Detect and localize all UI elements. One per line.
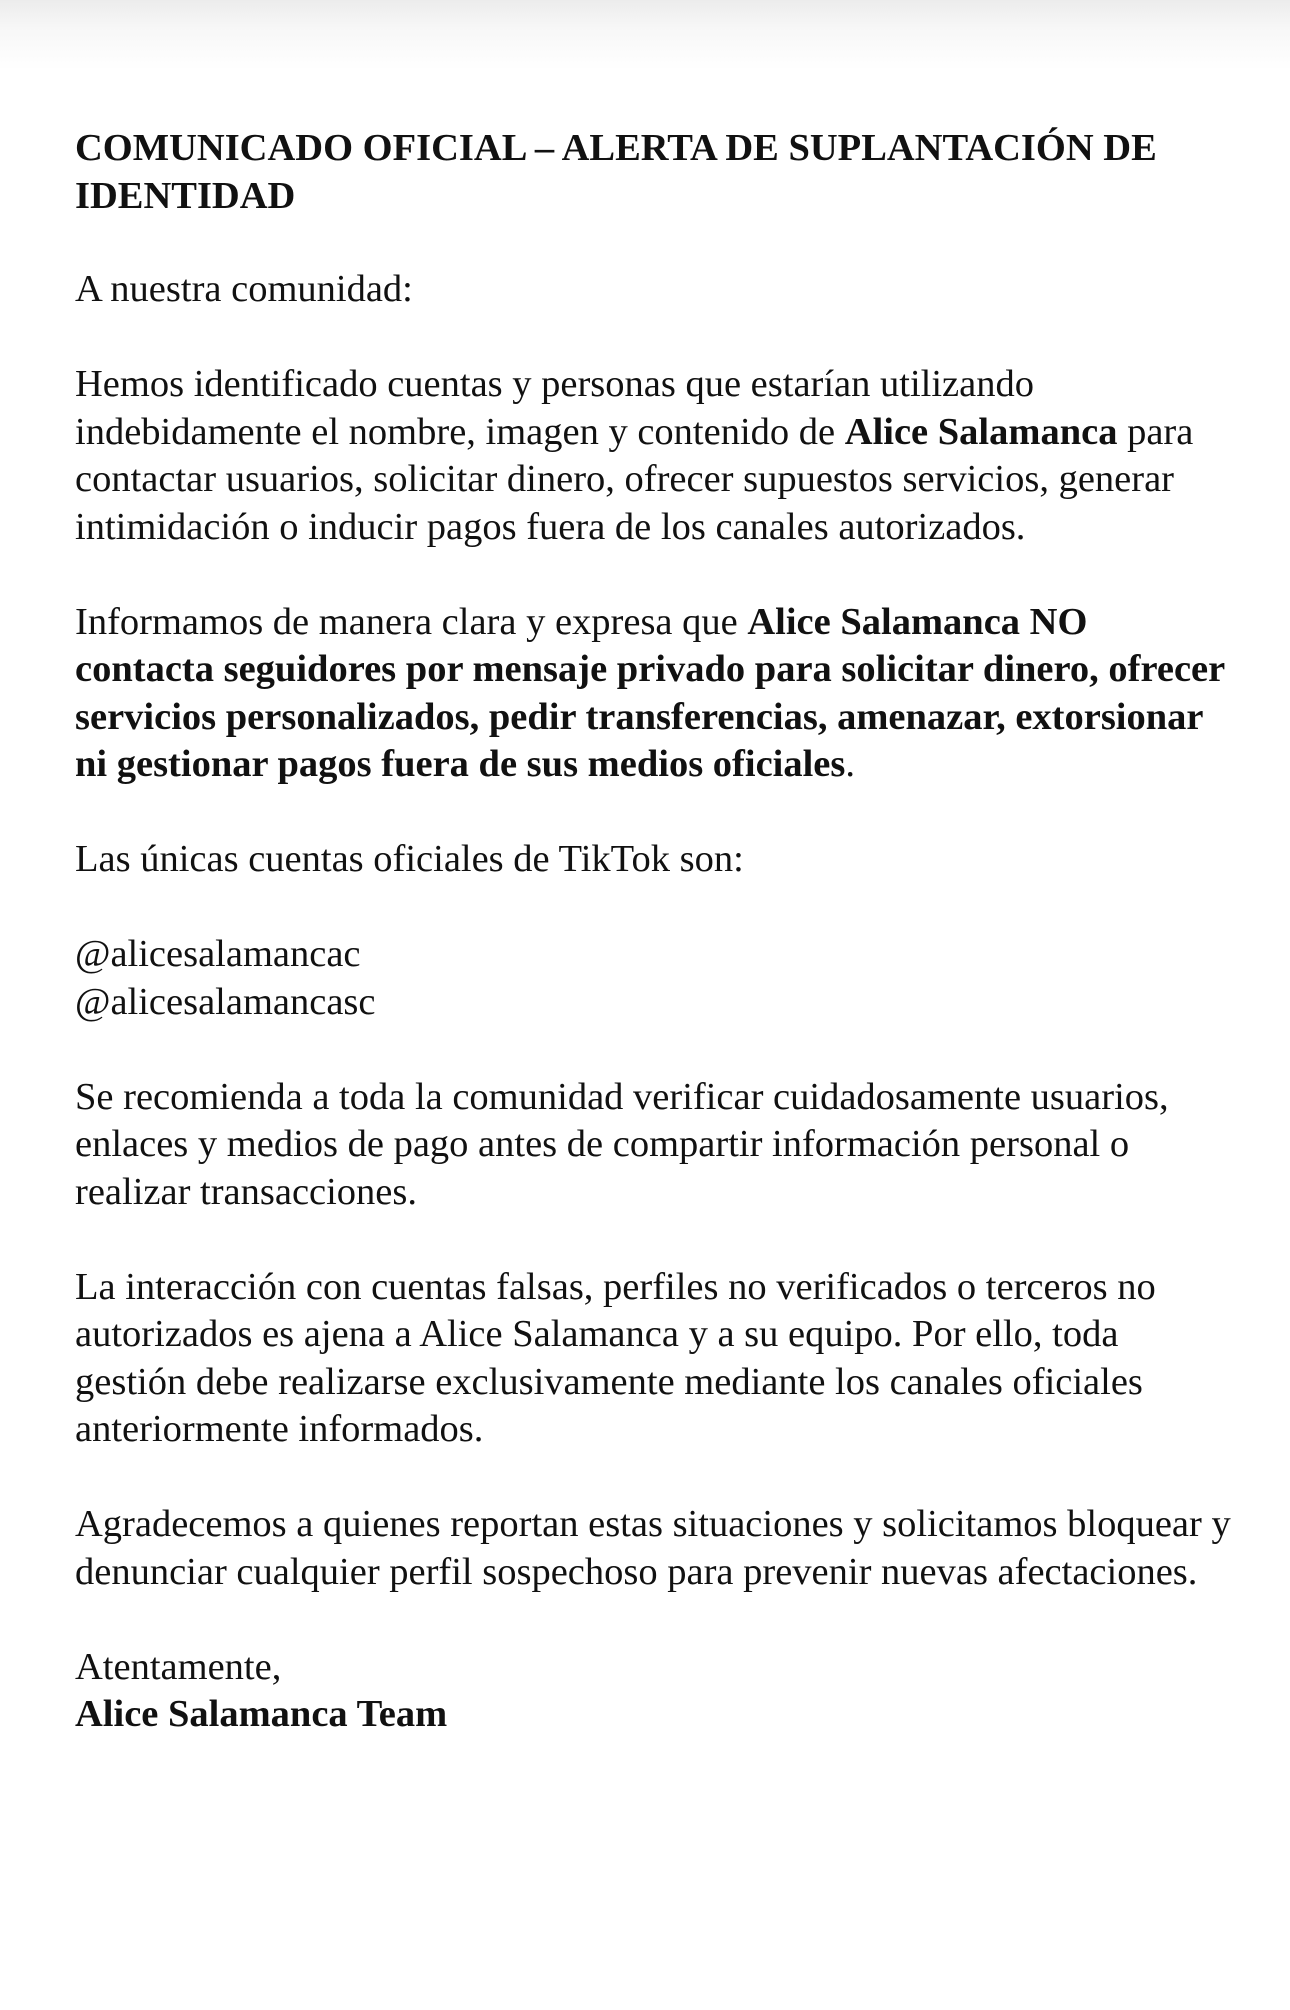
greeting: A nuestra comunidad: [75,268,413,310]
paragraph-thanks: Agradecemos a quienes reportan estas situaciones y solicitamos bloquear y denunciar cualquier perfil sospechoso para prevenir nuevas afectaciones. [75,1503,1231,1593]
account-handle: @alicesalamancac [75,933,361,975]
p2-text-after: . [845,743,856,785]
signature-name: Alice Salamanca Team [75,1693,448,1735]
closing: Atentamente, [75,1645,282,1688]
p2-statement-bold: Alice Salamanca NO contacta seguidores por mensaje privado para solicitar dinero, ofrecer servicios personalizados, pedir transferencias, amenazar, extorsionar ni gestionar pagos fuera de sus medios oficiales [75,600,1225,785]
document-title: COMUNICADO OFICIAL – ALERTA DE SUPLANTACIÓN DE IDENTIDAD [75,127,1157,217]
paragraph-recommendation: Se recomienda a toda la comunidad verificar cuidadosamente usuarios, enlaces y medios de pago antes de compartir información personal o realizar transacciones. [75,1075,1169,1213]
account-handle: @alicesalamancasc [75,980,376,1023]
top-shadow [0,0,1290,70]
document-body [75,125,1235,1739]
paragraph-impersonation-notice [75,361,1235,551]
p1-text-before: Hemos identificado cuentas y personas que estarían utilizando indebidamente el nombre, imagen y contenido de [75,363,1034,453]
p2-text-before: Informamos de manera clara y expresa que [75,600,748,643]
p1-text-after: para contactar usuarios, solicitar dinero, ofrecer supuestos servicios, generar intimidación o inducir pagos fuera de los canales autorizados. [75,410,1194,548]
official-accounts-list [75,931,1235,1026]
paragraph-disclaimer: La interacción con cuentas falsas, perfiles no verificados o terceros no autorizados es ajena a Alice Salamanca y a su equipo. Por ello, toda gestión debe realizarse exclusivamente mediante los canales oficiales anteriormente informados. [75,1265,1156,1450]
paragraph-official-accounts-intro: Las únicas cuentas oficiales de TikTok son: [75,838,744,880]
signature-block [75,1644,1235,1739]
paragraph-official-statement [75,599,1235,789]
p1-name-bold: Alice Salamanca [844,410,1118,453]
